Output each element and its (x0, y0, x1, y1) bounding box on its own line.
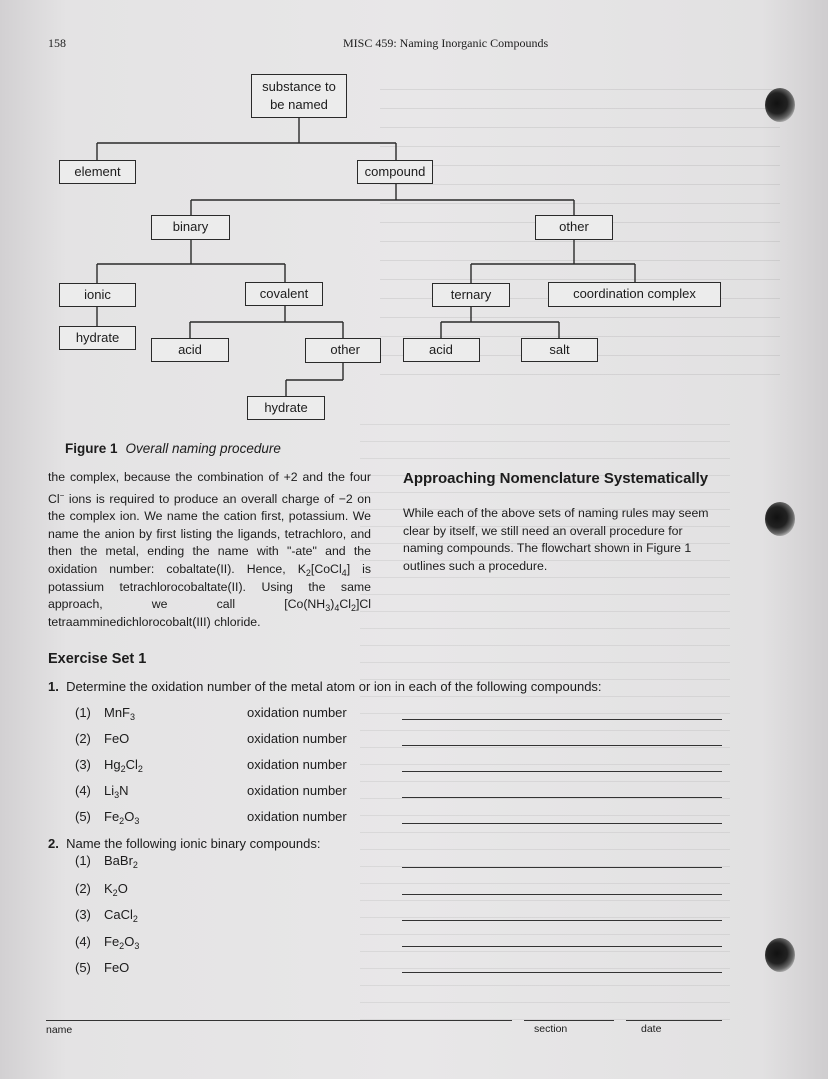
answer-line[interactable] (402, 920, 722, 921)
section-heading: Approaching Nomenclature Systematically (403, 470, 709, 487)
figure-caption: Figure 1 Overall naming procedure (65, 441, 281, 456)
node-hydrate: hydrate (59, 326, 136, 350)
node-ternary: ternary (432, 283, 510, 307)
node-other: other (535, 215, 613, 240)
node-ionic: ionic (59, 283, 136, 307)
date-line[interactable] (626, 1020, 722, 1021)
section-line[interactable] (524, 1020, 614, 1021)
node-substance: substance to be named (251, 74, 347, 118)
date-label: date (641, 1023, 662, 1035)
right-paragraph: While each of the above sets of naming rules may seem clear by itself, we still need an overall procedure for naming compounds. The flowchart shown in Figure 1 outlines such a procedure. (403, 506, 709, 573)
node-binary: binary (151, 215, 230, 240)
answer-line[interactable] (402, 719, 722, 720)
answer-line[interactable] (402, 894, 722, 895)
answer-line[interactable] (402, 745, 722, 746)
node-acid: acid (151, 338, 229, 362)
punch-hole (765, 502, 795, 536)
flowchart-connectors (0, 0, 828, 440)
section-label: section (534, 1023, 568, 1035)
answer-line[interactable] (402, 972, 722, 973)
node-compound: compound (357, 160, 433, 184)
node-covalent: covalent (245, 282, 323, 306)
punch-hole (765, 88, 795, 122)
question-2: 2. Name the following ionic binary compounds: (48, 836, 321, 851)
node-other: other (305, 338, 381, 363)
name-line[interactable] (46, 1020, 512, 1021)
node-hydrate: hydrate (247, 396, 325, 420)
answer-line[interactable] (402, 946, 722, 947)
page-number: 158 (48, 36, 66, 50)
node-acid: acid (403, 338, 480, 362)
node-coordination-complex: coordination complex (548, 282, 721, 307)
node-salt: salt (521, 338, 598, 362)
left-paragraph: the complex, because the combination of +2 and the four Cl− ions is required to produce an overall charge of −2 on the complex ion. We name the cation first, potassium. We name the anion by first listing the ligands, tetrachloro, and then the metal, ending the name with "-ate" and the oxidation number: cobaltate(II). Hence, $K_2[CoCl_4]$ is potassium tetrachlorocobaltate(II). Using the same approach, we call $[Co(NH_3)_4Cl_2]Cl$ tetraamminedichlorocobalt(III) chloride. (48, 470, 371, 629)
node-element: element (59, 160, 136, 184)
punch-hole (765, 938, 795, 972)
answer-line[interactable] (402, 867, 722, 868)
answer-line[interactable] (402, 771, 722, 772)
textbook-page: 158 MISC 459: Naming Inorganic Compounds substance to be named element compound binary other ionic covalent ternary coordination complex hydrate acid other acid salt hydrate Figure 1 Overall naming procedure the complex, because the combination of +2 and the four Cl− ions is required to produce an overall charge of −2 on the complex ion. We name the cation first, potassium. We name the anion by first listing the ligands, tetrachloro, and then the metal, ending the name with "-ate" and the oxidation number: cobaltate(II). Hence, $K_2[CoCl_4]$ is potassium tetrachlorocobaltate(II). Using the same approach, we call $[Co(NH_3)_4Cl_2]Cl$ tetraamminedichlorocobalt(III) chloride. Approaching Nomenclature Systematically While each of the above sets of naming rules may seem clear by itself, we still need an overall procedure for naming compounds. The flowchart shown in Figure 1 outlines such a procedure. Exercise Set 1 1. Determine the oxidation number of the metal atom or ion in each of the following compounds: (1) MnF$_3$ oxidation number (2) FeO oxidation number (3) $Hg_2Cl_2$ oxidation number (4) $Li_3N$ oxidation number (5) $Fe_2O_3$ oxidation number 2. Name the following ionic binary compounds: (1) BaBr$_2$ (2) $K_2O$ (3) CaCl$_2$ (4) $Fe_2O_3$ (5) FeO name section date (0, 0, 828, 1079)
running-title: MISC 459: Naming Inorganic Compounds (343, 36, 549, 50)
answer-line[interactable] (402, 797, 722, 798)
answer-line[interactable] (402, 823, 722, 824)
name-label: name (46, 1024, 73, 1036)
question-1: 1. Determine the oxidation number of the metal atom or ion in each of the following compounds: (48, 679, 602, 694)
exercise-set-title: Exercise Set 1 (48, 651, 147, 667)
